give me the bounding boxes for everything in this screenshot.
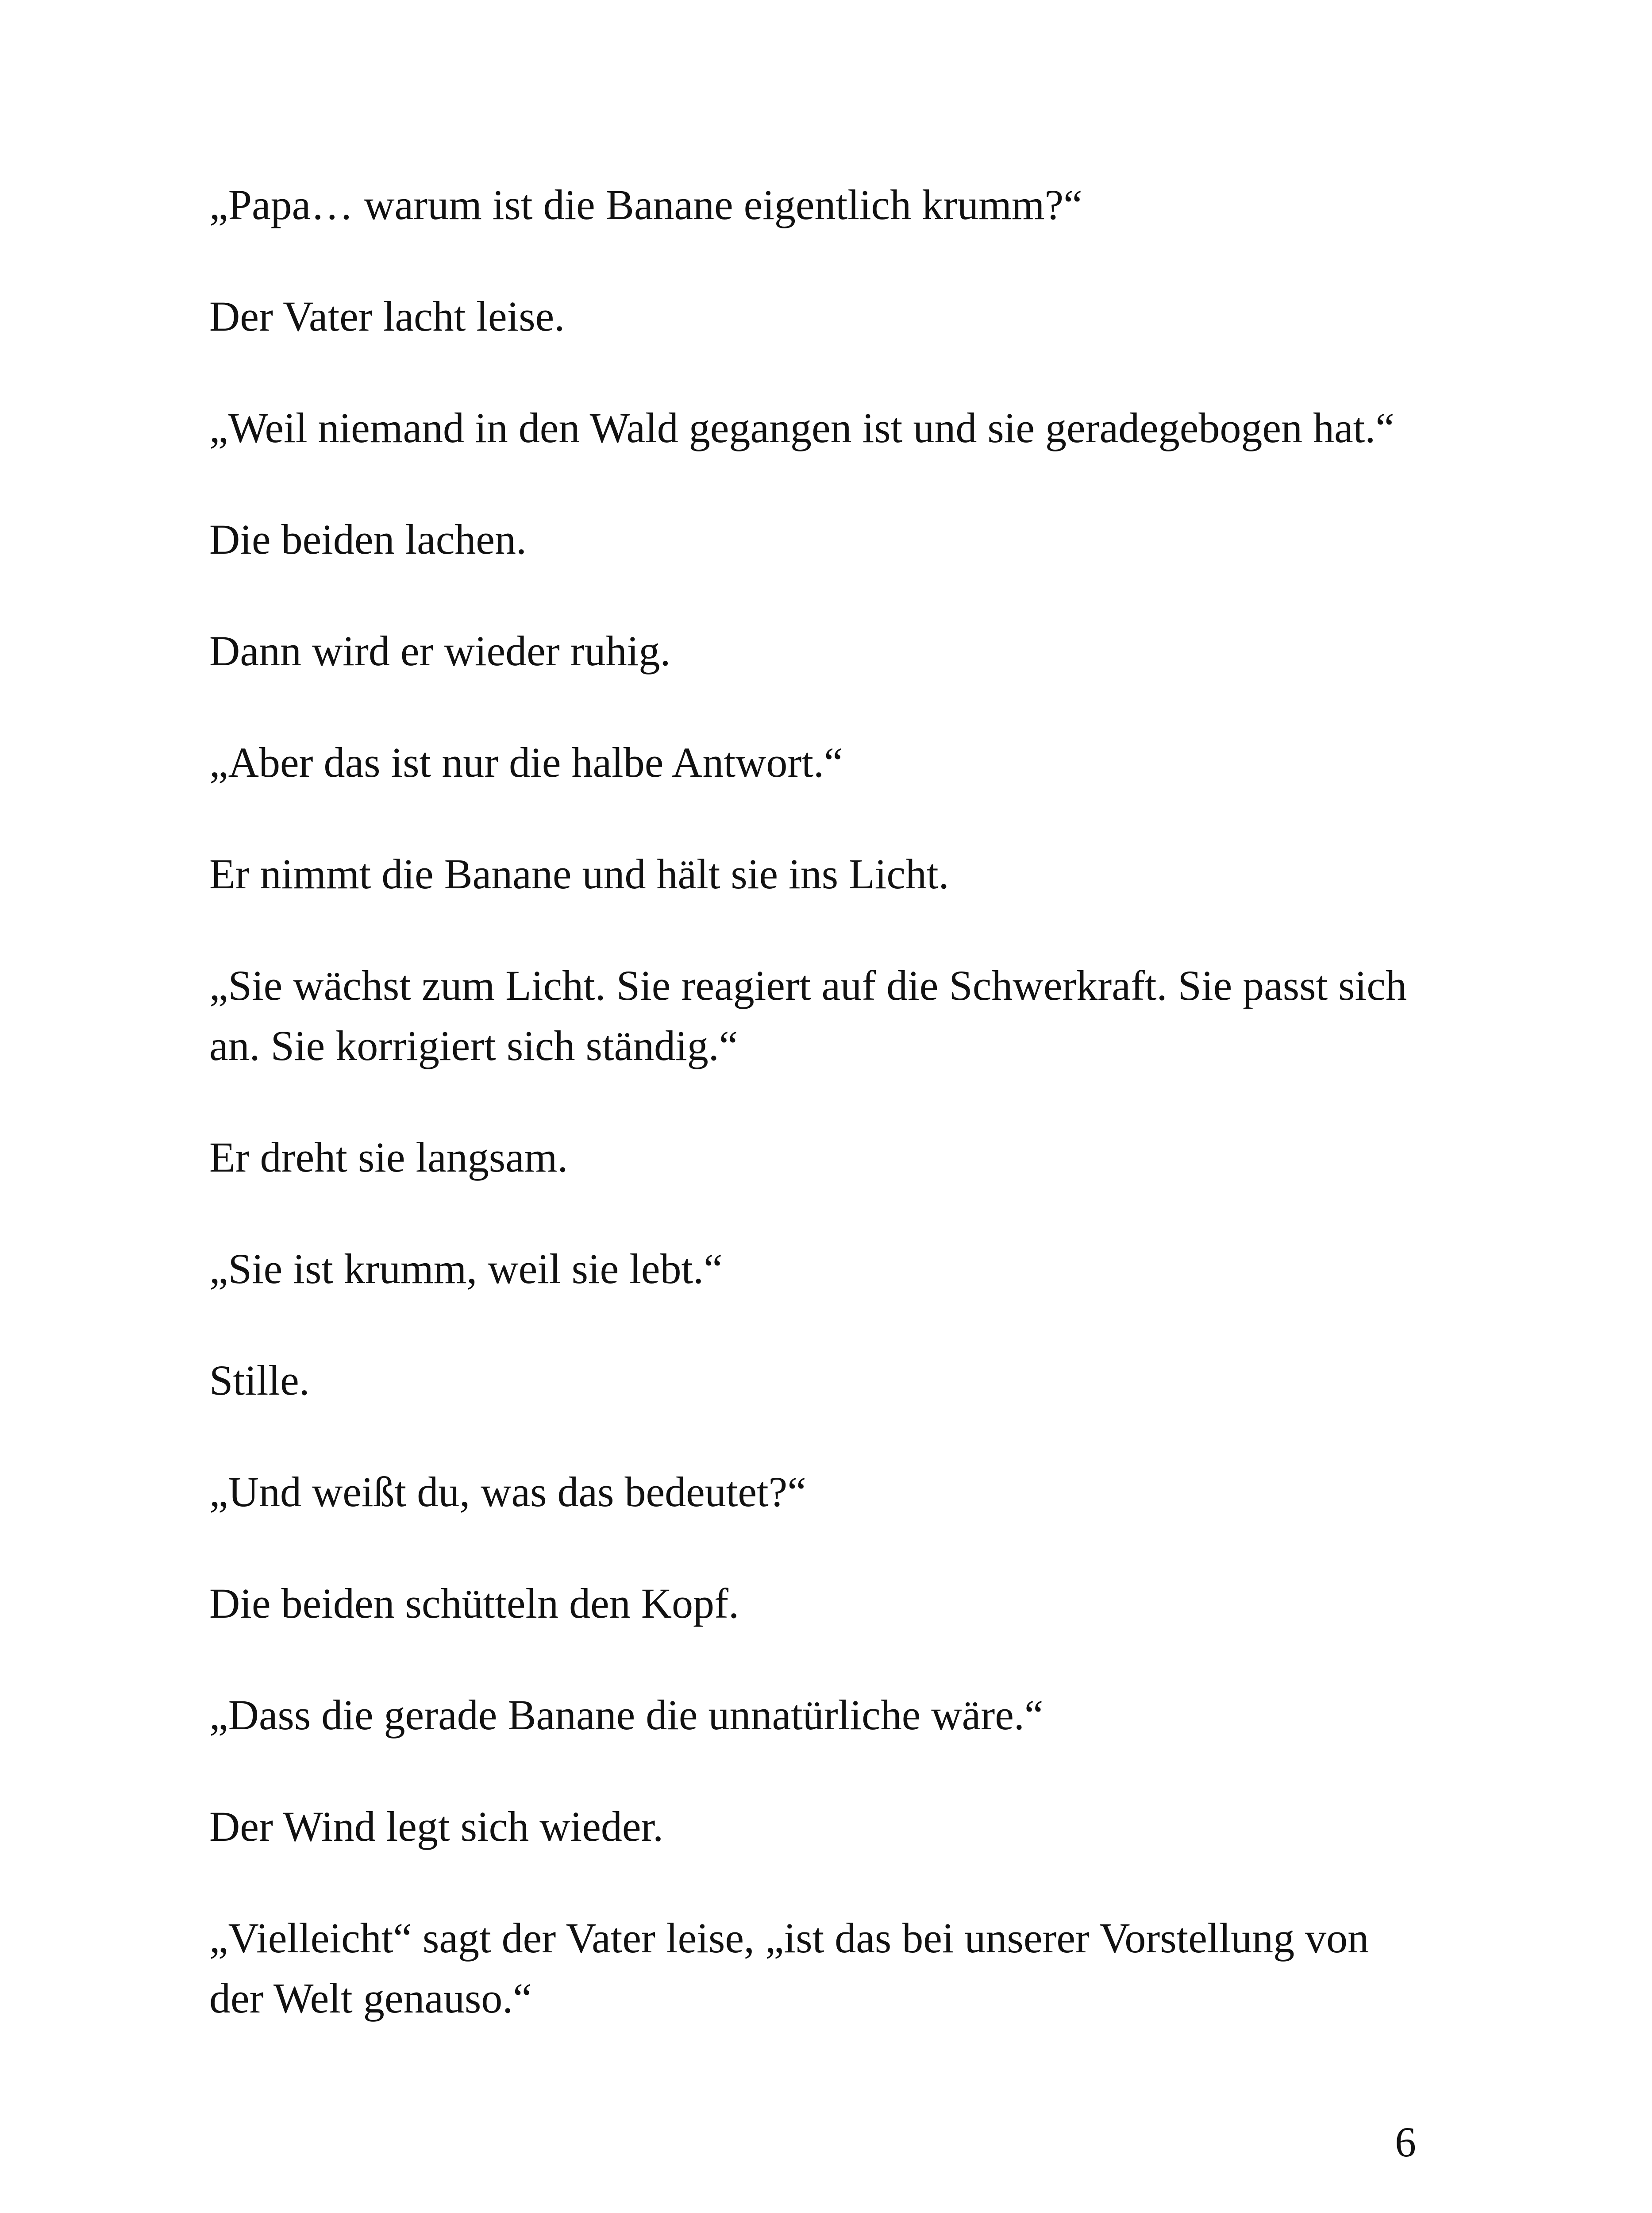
- paragraph: „Aber das ist nur die halbe Antwort.“: [209, 739, 843, 786]
- paragraph: Die beiden lachen.: [209, 516, 527, 563]
- paragraph: Stille.: [209, 1357, 310, 1404]
- paragraph: „Papa… warum ist die Banane eigentlich krumm?“: [209, 181, 1082, 228]
- paragraph: „Dass die gerade Banane die unnatürliche wäre.“: [209, 1691, 1044, 1739]
- paragraph: „Und weißt du, was das bedeutet?“: [209, 1468, 806, 1515]
- paragraph: Dann wird er wieder ruhig.: [209, 627, 671, 675]
- paragraph: Die beiden schütteln den Kopf.: [209, 1580, 739, 1627]
- paragraph: Der Vater lacht leise.: [209, 293, 565, 340]
- paragraph: „Vielleicht“ sagt der Vater leise, „ist das bei unserer Vorstellung von der Welt genauso.“: [209, 1914, 1369, 2022]
- page-number: 6: [1395, 2118, 1416, 2166]
- paragraph: Der Wind legt sich wieder.: [209, 1803, 664, 1850]
- paragraph: „Sie ist krumm, weil sie lebt.“: [209, 1245, 723, 1292]
- paragraph: „Weil niemand in den Wald gegangen ist und sie geradegebogen hat.“: [209, 404, 1394, 451]
- paragraph: Er dreht sie langsam.: [209, 1133, 568, 1181]
- paragraph: „Sie wächst zum Licht. Sie reagiert auf die Schwerkraft. Sie passt sich an. Sie korrigiert sich ständig.“: [209, 962, 1407, 1069]
- paragraph: Er nimmt die Banane und hält sie ins Licht.: [209, 850, 949, 898]
- story-text: [209, 175, 1431, 2080]
